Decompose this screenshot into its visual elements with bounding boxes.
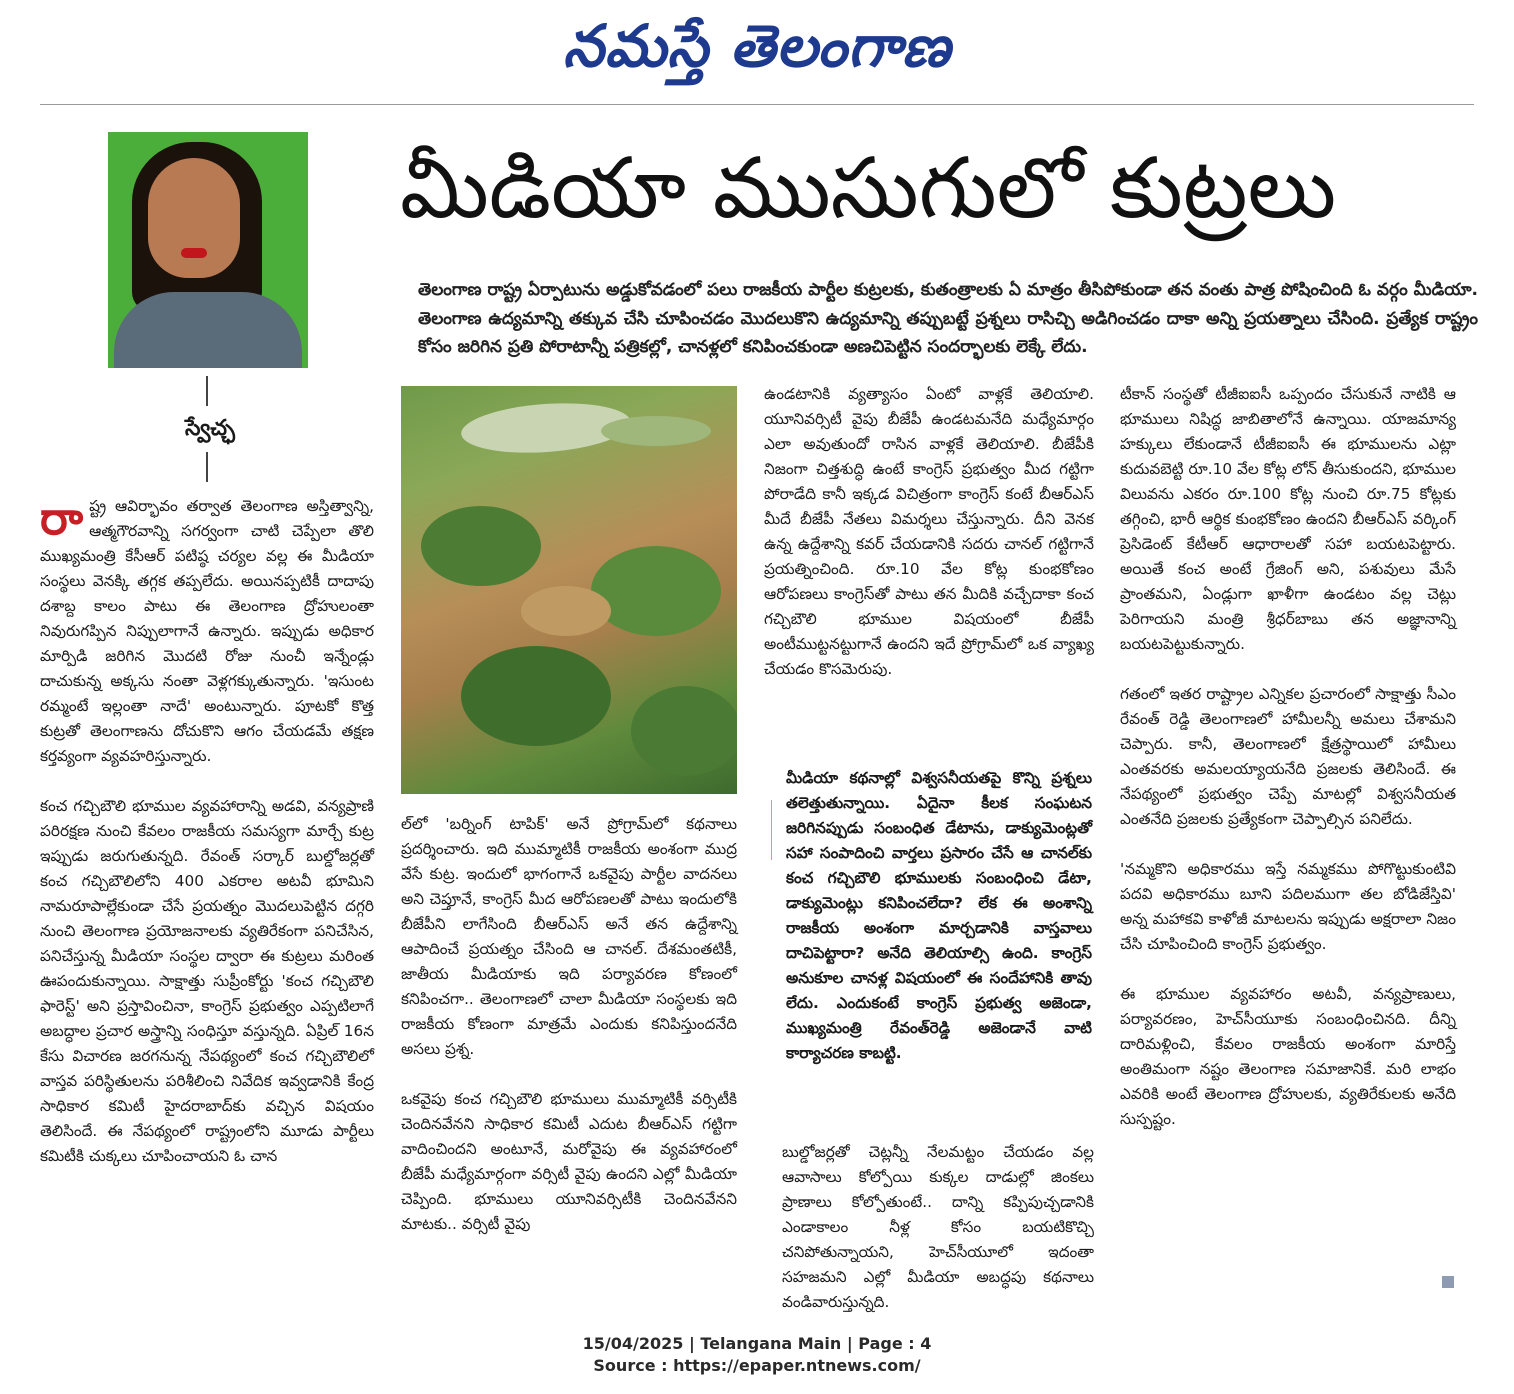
paragraph: గతంలో ఇతర రాష్ట్రాల ఎన్నికల ప్రచారంలో సాక్షాత్తు సీఎం రేవంత్ రెడ్డి తెలంగాణలో హామీలన్నీ అమలు చేశామని చెప్పారు. కానీ, తెలంగాణలో క్షేత్రస్థాయిలో హామీలు ఎంతవరకు అమలయ్యాయనేది ప్రజలకు తెలిసిందే. ఈ నేపథ్యంలో ప్రభుత్వం చెప్పే మాటల్లో విశ్వసనీయత ఎంతనేది ప్రజలకు ప్రత్యేకంగా చెప్పాల్సిన పనిలేదు. bbox=[1120, 685, 1456, 828]
paragraph: ఈ భూముల వ్యవహారం అటవీ, వన్యప్రాణులు, పర్యావరణం, హెచ్‌సీయూకు సంబంధించినది. దీన్ని దారిమళ్లించి, కేవలం రాజకీయ అంశంగా మారిస్తే అంతిమంగా నష్టం తెలంగాణ సమాజానికే. మరి లాభం ఎవరికి అంటే తెలంగాణ ద్రోహులకు, వ్యతిరేకులకు అనేది సుస్పష్టం. bbox=[1120, 985, 1456, 1128]
byline-divider-top bbox=[206, 376, 208, 406]
paragraph: రాష్ట్ర ఆవిర్భావం తర్వాత తెలంగాణ అస్తిత్వాన్ని, ఆత్మగౌరవాన్ని సగర్వంగా చాటి చెప్పేలా తొలి ముఖ్యమంత్రి కేసీఆర్ పటిష్ఠ చర్యల వల్ల ఈ మీడియా సంస్థలు వెనక్కి తగ్గక తప్పలేదు. అయినప్పటికీ దాదాపు దశాబ్ద కాలం పాటు ఈ తెలంగాణ ద్రోహులంతా నివురుగప్పిన నిప్పులాగానే ఉన్నారు. ఇప్పుడు అధికార మార్పిడి జరిగిన మొదటి రోజు నుంచీ ఇన్నేండ్లు దాచుకున్న అక్కసు నంతా వెళ్లగక్కుతున్నారు. 'ఇసుంట రమ్మంటే ఇల్లంతా నాదే' అంటున్నారు. పూటకో కొత్త కుట్రతో తెలంగాణను దోచుకొని ఆగం చేయడమే తక్షణ కర్తవ్యంగా వ్యవహరిస్తున్నారు. bbox=[40, 491, 374, 765]
dropcap: రా bbox=[40, 491, 84, 545]
masthead-divider bbox=[40, 104, 1474, 105]
author-byline: స్వేచ్ఛ bbox=[185, 416, 235, 441]
author-photo bbox=[108, 132, 308, 368]
aerial-forest-photo bbox=[401, 386, 737, 794]
article-column-1 bbox=[40, 491, 374, 1194]
byline-divider-bottom bbox=[206, 452, 208, 482]
article-column-3-end bbox=[782, 1140, 1094, 1340]
pullquote-rule bbox=[771, 800, 772, 860]
paragraph: బుల్డోజర్లతో చెట్లన్నీ నేలమట్టం చేయడం వల్ల ఆవాసాలు కోల్పోయి కుక్కల దాడుల్లో జింకలు ప్రాణాలు కోల్పోతుంటే.. దాన్ని కప్పిపుచ్చడానికి ఎండాకాలం నీళ్ల కోసం బయటికొచ్చి చనిపోతున్నాయని, హెచ్‌సీయూలో ఇదంతా సహజమని ఎల్లో మీడియా అబద్ధపు కథనాలు వండివారుస్తున్నది. bbox=[782, 1143, 1094, 1311]
footer-dateline: 15/04/2025 | Telangana Main | Page : 4 bbox=[582, 1334, 932, 1353]
article-column-3 bbox=[764, 382, 1094, 707]
footer-source: Source : https://epaper.ntnews.com/ bbox=[593, 1356, 921, 1375]
paragraph: ఒకవైపు కంచ గచ్చిబౌలి భూములు ముమ్మాటికీ వర్సిటీకి చెందినవేనని సాధికార కమిటీ ఎదుట బీఆర్‌ఎస్ గట్టిగా వాదించిందని అంటూనే, మరోవైపు ఈ వ్యవహారంలో బీజేపీ మధ్యేమార్గంగా వర్సిటీ వైపు ఉందని ఎల్లో మీడియా చెప్పింది. భూములు యూనివర్సిటీకి చెందినవేనని మాటకు.. వర్సిటీ వైపు bbox=[401, 1090, 737, 1233]
masthead-logo: నమస్తే తెలంగాణ bbox=[563, 11, 951, 80]
article-column-2 bbox=[401, 812, 737, 1262]
paragraph: 'నమ్మకొని అధికారము ఇస్తే నమ్మకము పోగొట్టుకుంటివి పదవి అధికారము బూని పదిలముగా తల బోడిజేస్తివి' అన్న మహాకవి కాళోజీ మాటలను ఇప్పుడు అక్షరాలా నిజం చేసి చూపించింది కాంగ్రెస్ ప్రభుత్వం. bbox=[1120, 860, 1456, 953]
article-end-mark bbox=[1442, 1276, 1454, 1288]
paragraph: ఉండటానికి వ్యత్యాసం ఏంటో వాళ్లకే తెలియాలి. యూనివర్సిటీ వైపు బీజేపీ ఉండటమనేది మధ్యేమార్గం ఎలా అవుతుందో రాసిన వాళ్లకే తెలియాలి. బీజేపీకి నిజంగా చిత్తశుద్ధి ఉంటే కాంగ్రెస్ ప్రభుత్వం మీద గట్టిగా పోరాడేది కానీ ఇక్కడ విచిత్రంగా కాంగ్రెస్ కంటే బీఆర్‌ఎస్ మీదే బీజేపీ నేతలు విమర్శలు చేస్తున్నారు. దీని వెనక ఉన్న ఉద్దేశాన్ని కవర్ చేయడానికి సదరు చానల్ గట్టిగానే ప్రయత్నించింది. రూ.10 వేల కోట్ల కుంభకోణం ఆరోపణలు కాంగ్రెస్‌తో పాటు తన మీదికి వచ్చేదాకా కంచ గచ్చిబౌలి భూముల విషయంలో బీజేపీ అంటీముట్టనట్టుగానే ఉందని ఇదే ప్రోగ్రామ్‌లో ఒక వ్యాఖ్య చేయడం కొసమెరుపు. bbox=[764, 385, 1094, 678]
paragraph: ల్‌లో 'బర్నింగ్ టాపిక్' అనే ప్రోగ్రామ్‌లో కథనాలు ప్రదర్శించారు. ఇది ముమ్మాటికీ రాజకీయ అంశంగా ముద్ర వేసే కుట్ర. ఇందులో భాగంగానే ఒకవైపు పార్టీల వాదనలు అని చెప్తూనే, కాంగ్రెస్ మీద ఆరోపణలతో పాటు ఇందులోకి బీజేపీని లాగేసింది బీఆర్‌ఎస్ అనే తన ఉద్దేశాన్ని ఆపాదించే ప్రయత్నం చేసింది ఆ చానల్. దేశమంతటికీ, జాతీయ మీడియాకు ఇది పర్యావరణ కోణంలో కనిపించగా.. తెలంగాణలో చాలా మీడియా సంస్థలకు ఇది రాజకీయ కోణంగా మాత్రమే ఎందుకు కనిపిస్తుందనేది అసలు ప్రశ్న. bbox=[401, 815, 737, 1058]
masthead bbox=[0, 8, 1514, 98]
pullquote: మీడియా కథనాల్లో విశ్వసనీయతపై కొన్ని ప్రశ్నలు తలెత్తుతున్నాయి. ఏదైనా కీలక సంఘటన జరిగినప్పుడు సంబంధిత డేటాను, డాక్యుమెంట్లతో సహా సంపాదించి వార్తలు ప్రసారం చేసే ఆ చానల్‌కు కంచ గచ్చిబౌలి భూములకు సంబంధించి డేటా, డాక్యుమెంట్లు కనిపించలేదా? లేక ఈ అంశాన్ని రాజకీయ అంశంగా మార్చడానికి వాస్తవాలు దాచిపెట్టారా? అనేది తెలియాల్సి ఉంది. కాంగ్రెస్ అనుకూల చానళ్ల విషయంలో ఈ సందేహానికి తావు లేదు. ఎందుకంటే కాంగ్రెస్ ప్రభుత్వ అజెండా, ముఖ్యమంత్రి రేవంత్‌రెడ్డి అజెండానే వాటి కార్యాచరణ కాబట్టి. bbox=[786, 769, 1092, 1062]
paragraph: కంచ గచ్చిబౌలి భూముల వ్యవహారాన్ని అడవి, వన్యప్రాణి పరిరక్షణ నుంచి కేవలం రాజకీయ సమస్యగా మార్చే కుట్ర ఇప్పుడు జరుగుతున్నది. రేవంత్ సర్కార్ బుల్డోజర్లతో కంచ గచ్చిబౌలిలోని 400 ఎకరాల అటవీ భూమిని నామరూపాల్లేకుండా చేసే ప్రయత్నం మొదలుపెట్టిన దగ్గరి నుంచి తెలంగాణ ప్రయోజనాలకు వ్యతిరేకంగా పనిచేసిన, పనిచేస్తున్న మీడియా సంస్థల ద్వారా ఈ కుట్రలు మరింత ఊపందుకున్నాయి. సాక్షాత్తు సుప్రీంకోర్టు 'కంచ గచ్చిబౌలి ఫారెస్ట్' అని ప్రస్తావించినా, కాంగ్రెస్ ప్రభుత్వం ఎప్పటిలాగే అబద్ధాల ప్రచార అస్త్రాన్ని సంధిస్తూ వస్తున్నది. ఏప్రిల్ 16న కేసు విచారణ జరగనున్న నేపథ్యంలో కంచ గచ్చిబౌలిలో వాస్తవ పరిస్థితులను పరిశీలించి నివేదిక ఇవ్వడానికి కేంద్ర సాధికార కమిటీ హైదరాబాద్‌కు వచ్చిన విషయం తెలిసిందే. ఈ నేపథ్యంలో రాష్ట్రంలోని మూడు పార్టీలు కమిటీకి చుక్కలు చూపించాయని ఓ చాన bbox=[40, 797, 374, 1165]
paragraph: టీకాన్ సంస్థతో టీజీఐఐసీ ఒప్పందం చేసుకునే నాటికి ఆ భూములు నిషిద్ధ జాబితాలోనే ఉన్నాయి. యాజమాన్య హక్కులు లేకుండానే టీజీఐఐసీ ఈ భూములను ఎట్లా కుదువబెట్టి రూ.10 వేల కోట్ల లోన్ తీసుకుందని, భూముల విలువను ఎకరం రూ.100 కోట్ల నుంచి రూ.75 కోట్లకు తగ్గించి, భారీ ఆర్థిక కుంభకోణం ఉందని బీఆర్‌ఎస్ వర్కింగ్ ప్రెసిడెంట్ కేటీఆర్ ఆధారాలతో సహా బయటపెట్టారు. అయితే కంచ అంటే గ్రేజింగ్ అని, పశువులు మేసే ప్రాంతమని, ఏండ్లుగా ఖాళీగా ఉండటం వల్ల చెట్లు పెరిగాయని మంత్రి శ్రీధర్‌బాబు తన అజ్ఞానాన్ని బయటపెట్టుకున్నారు. bbox=[1120, 385, 1456, 653]
article-intro: తెలంగాణ రాష్ట్ర ఏర్పాటును అడ్డుకోవడంలో పలు రాజకీయ పార్టీల కుట్రలకు, కుతంత్రాలకు ఏ మాత్రం తీసిపోకుండా తన వంతు పాత్ర పోషించింది ఓ వర్గం మీడియా. తెలంగాణ ఉద్యమాన్ని తక్కువ చేసి చూపించడం మొదలుకొని ఉద్యమాన్ని తప్పుబట్టే ప్రశ్నలు రాసిచ్చి అడిగించడం దాకా అన్ని ప్రయత్నాలు చేసింది. ప్రత్యేక రాష్ట్రం కోసం జరిగిన ప్రతి పోరాటాన్నీ పత్రికల్లో, చానళ్లలో కనిపించకుండా అణచిపెట్టిన సందర్భాలకు లెక్కే లేదు. bbox=[418, 280, 1478, 357]
article-column-4 bbox=[1120, 382, 1456, 1157]
article-headline: మీడియా ముసుగులో కుట్రలు bbox=[400, 139, 1337, 237]
